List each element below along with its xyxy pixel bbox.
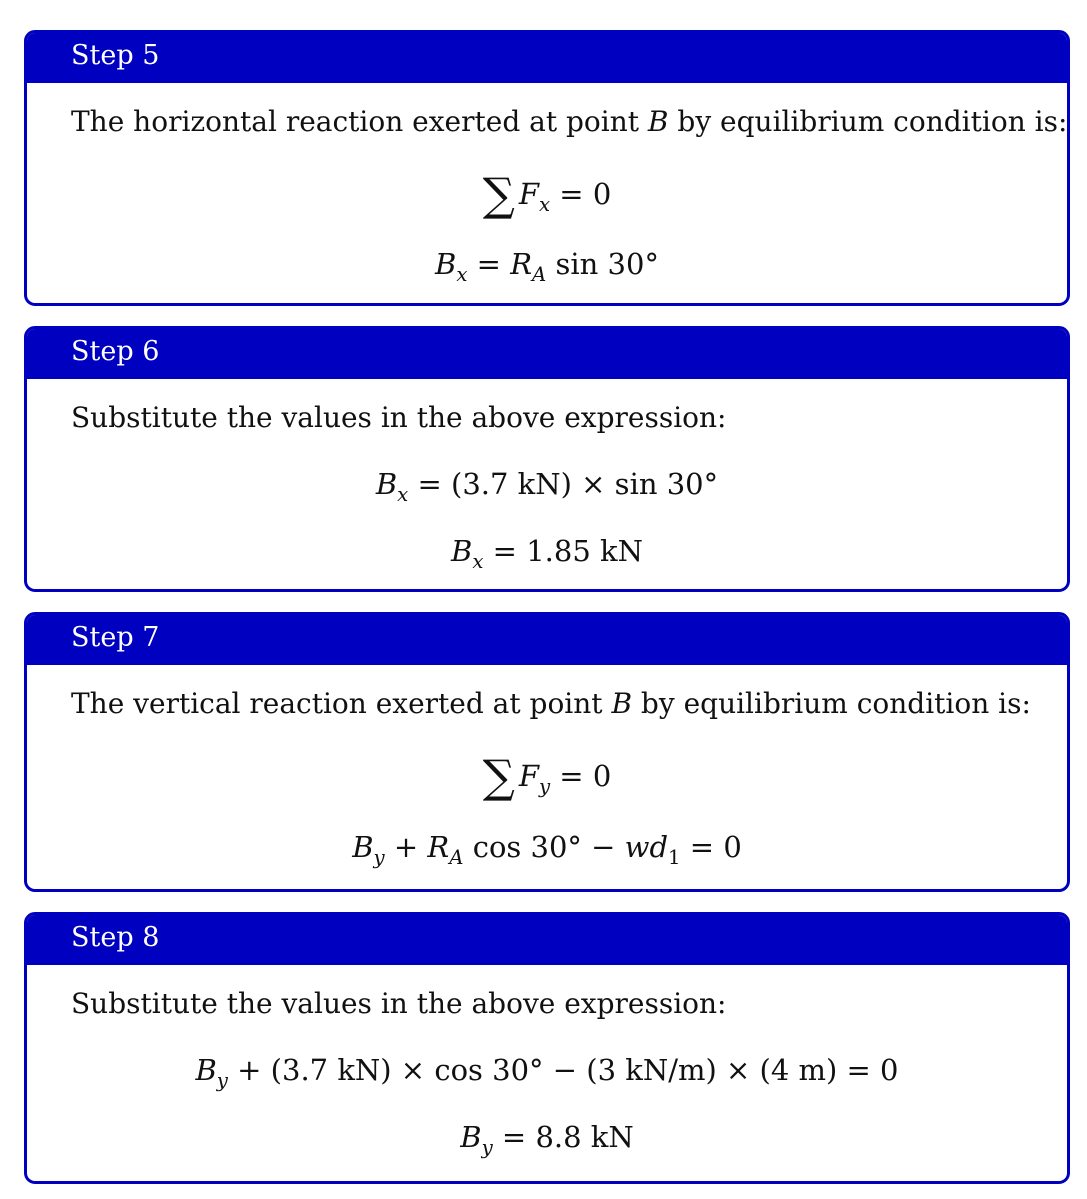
step-8-text: Substitute the values in the above expression: — [71, 987, 727, 1020]
step-5-equation-2: $B_x = R_A$ sin 30° — [435, 247, 659, 286]
step-7-header: Step 7 — [27, 615, 1067, 665]
step-6-card — [24, 326, 1070, 592]
step-5-equation-1: ∑ $F_x = 0$ — [482, 168, 612, 222]
step-5-text: The horizontal reaction exerted at point B by equilibrium condition is: — [71, 105, 1068, 138]
step-8-card — [24, 912, 1070, 1184]
step-8-equation-1: $B_y + (3.7$ kN) × cos 30° − (3 kN/m) × (4 m) = 0 — [195, 1053, 899, 1092]
step-7-equation-1: ∑ $F_y = 0$ — [482, 750, 612, 804]
step-5-card — [24, 30, 1070, 306]
step-6-equation-1: $B_x = (3.7$ kN) × sin 30° — [375, 467, 719, 506]
step-6-header: Step 6 — [27, 329, 1067, 379]
step-8-header: Step 8 — [27, 915, 1067, 965]
step-5-header: Step 5 — [27, 33, 1067, 83]
step-7-card — [24, 612, 1070, 892]
step-7-text: The vertical reaction exerted at point B by equilibrium condition is: — [71, 687, 1031, 720]
step-7-equation-2: $B_y + R_A$ $\cos 30^\circ - wd_1 = 0$ — [352, 830, 742, 869]
step-8-equation-2: $B_y = 8.8$ kN — [460, 1120, 634, 1159]
step-6-equation-2: $B_x = 1.85$ kN — [451, 534, 643, 573]
step-6-text: Substitute the values in the above expression: — [71, 401, 727, 434]
